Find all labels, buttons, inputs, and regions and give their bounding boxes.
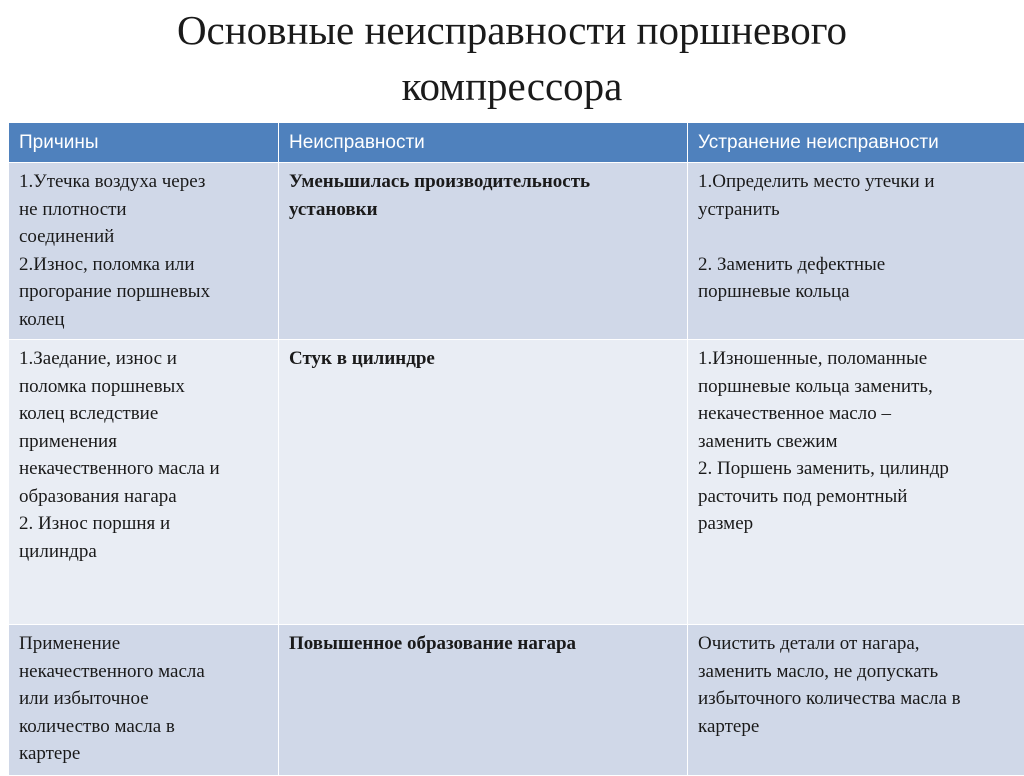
cause-line: 2. Износ поршня и xyxy=(19,510,268,538)
cause-line: или избыточное xyxy=(19,685,268,713)
fault-line: Повышенное образование нагара xyxy=(289,630,677,658)
cause-line: применения xyxy=(19,428,268,456)
remedy-line: заменить масло, не допускать xyxy=(698,658,1014,686)
cause-line: соединений xyxy=(19,223,268,251)
malfunctions-table xyxy=(8,122,1024,776)
cause-cell xyxy=(9,340,279,625)
remedy-cell xyxy=(688,625,1024,776)
fault-cell xyxy=(279,163,688,340)
remedy-spacer xyxy=(698,223,1014,251)
remedy-line: поршневые кольца xyxy=(698,278,1014,306)
table-header-row xyxy=(9,123,1024,163)
slide-title xyxy=(0,2,1024,114)
remedy-line: размер xyxy=(698,510,1014,538)
remedy-line: 2. Заменить дефектные xyxy=(698,251,1014,279)
header-remedy: Устранение неисправности xyxy=(688,123,1024,163)
remedy-line: расточить под ремонтный xyxy=(698,483,1014,511)
cause-line: колец xyxy=(19,306,268,334)
fault-cell xyxy=(279,625,688,776)
remedy-line: картере xyxy=(698,713,1014,741)
remedy-cell xyxy=(688,163,1024,340)
cause-line: прогорание поршневых xyxy=(19,278,268,306)
slide-title-line-2: компрессора xyxy=(0,58,1024,114)
remedy-line: некачественное масло – xyxy=(698,400,1014,428)
fault-cell xyxy=(279,340,688,625)
remedy-line: заменить свежим xyxy=(698,428,1014,456)
cause-line: образования нагара xyxy=(19,483,268,511)
remedy-line: 2. Поршень заменить, цилиндр xyxy=(698,455,1014,483)
remedy-line: Очистить детали от нагара, xyxy=(698,630,1014,658)
fault-line: Стук в цилиндре xyxy=(289,345,677,373)
cause-line: некачественного масла и xyxy=(19,455,268,483)
slide-title-line-1: Основные неисправности поршневого xyxy=(0,2,1024,58)
remedy-line: устранить xyxy=(698,196,1014,224)
remedy-cell xyxy=(688,340,1024,625)
fault-line: установки xyxy=(289,196,677,224)
cause-line: 1.Утечка воздуха через xyxy=(19,168,268,196)
cause-cell xyxy=(9,163,279,340)
fault-line: Уменьшилась производительность xyxy=(289,168,677,196)
table-row xyxy=(9,163,1024,340)
cause-line: поломка поршневых xyxy=(19,373,268,401)
remedy-line: 1.Определить место утечки и xyxy=(698,168,1014,196)
remedy-line: 1.Изношенные, поломанные xyxy=(698,345,1014,373)
cause-line: цилиндра xyxy=(19,538,268,566)
cause-line: количество масла в xyxy=(19,713,268,741)
cause-line: колец вследствие xyxy=(19,400,268,428)
remedy-line: поршневые кольца заменить, xyxy=(698,373,1014,401)
cause-line: 1.Заедание, износ и xyxy=(19,345,268,373)
header-causes: Причины xyxy=(9,123,279,163)
cause-line: 2.Износ, поломка или xyxy=(19,251,268,279)
table-row xyxy=(9,625,1024,776)
header-faults: Неисправности xyxy=(279,123,688,163)
cause-cell xyxy=(9,625,279,776)
cause-line: Применение xyxy=(19,630,268,658)
cause-line: некачественного масла xyxy=(19,658,268,686)
cause-line: не плотности xyxy=(19,196,268,224)
table-row xyxy=(9,340,1024,625)
remedy-line: избыточного количества масла в xyxy=(698,685,1014,713)
cause-line: картере xyxy=(19,740,268,768)
